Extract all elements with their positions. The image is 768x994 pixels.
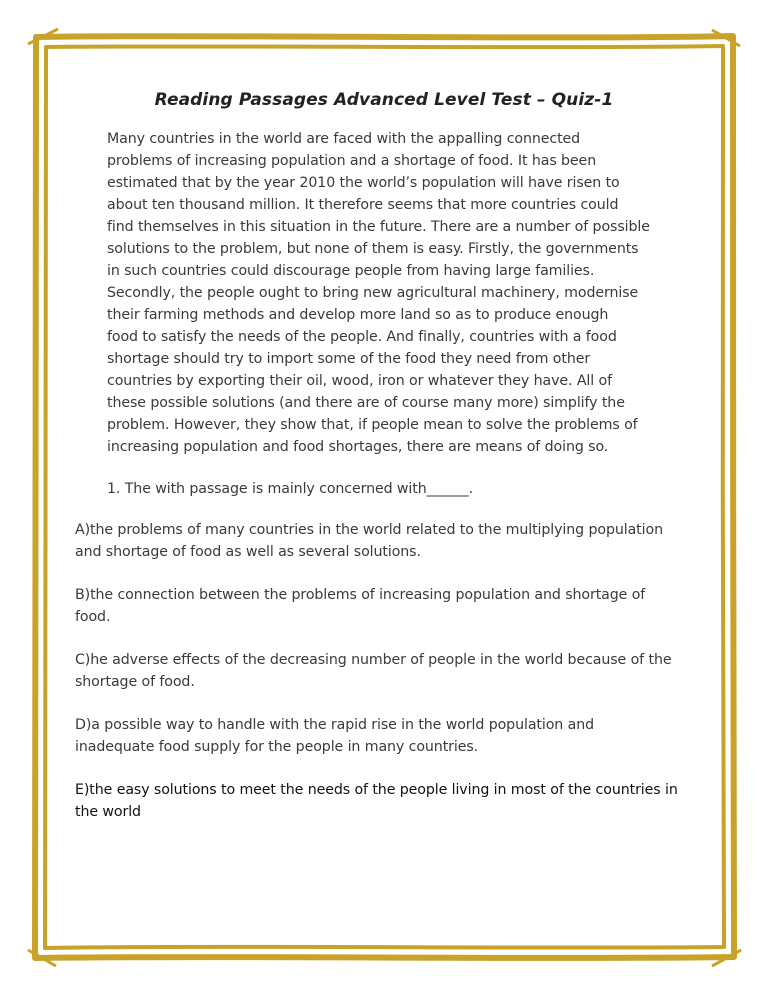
reading-passage [107,128,667,458]
passage-line: food to satisfy the needs of the people. And finally, countries with a food [107,329,617,345]
page-title: Reading Passages Advanced Level Test – Quiz-1 [154,90,614,110]
answer-option-e [75,779,678,823]
option-line: D)a possible way to handle with the rapid rise in the world population and [75,717,594,733]
option-line: and shortage of food as well as several solutions. [75,544,421,560]
answer-option-c [75,649,671,693]
option-line: B)the connection between the problems of increasing population and shortage of [75,587,646,603]
option-line: shortage of food. [75,674,195,690]
passage-line: Many countries in the world are faced with the appalling connected [107,131,581,147]
passage-line: Secondly, the people ought to bring new agricultural machinery, modernise [107,285,639,301]
passage-line: problems of increasing population and a shortage of food. It has been [107,153,597,169]
answer-option-b [75,584,645,628]
passage-line: problem. However, they show that, if people mean to solve the problems of [107,417,638,433]
option-line: A)the problems of many countries in the world related to the multiplying population [75,522,663,538]
option-line: food. [75,609,111,625]
passage-line: countries by exporting their oil, wood, iron or whatever they have. All of [107,373,612,389]
option-line: inadequate food supply for the people in many countries. [75,739,479,755]
question-1: 1. The with passage is mainly concerned with______. [107,481,474,497]
option-line: E)the easy solutions to meet the needs of the people living in most of the countries in [75,782,678,798]
option-line: C)he adverse effects of the decreasing number of people in the world because of the [75,652,672,668]
passage-line: estimated that by the year 2010 the world’s population will have risen to [107,175,620,191]
passage-line: solutions to the problem, but none of them is easy. Firstly, the governments [107,241,639,257]
passage-line: find themselves in this situation in the future. There are a number of possible [107,219,650,235]
passage-line: increasing population and food shortages, there are means of doing so. [107,439,609,455]
passage-line: these possible solutions (and there are of course many more) simplify the [107,395,625,411]
passage-line: about ten thousand million. It therefore seems that more countries could [107,197,619,213]
passage-line: their farming methods and develop more land so as to produce enough [107,307,609,323]
answer-option-d [75,714,594,758]
passage-line: in such countries could discourage people from having large families. [107,263,595,279]
answer-option-a [75,519,663,563]
option-line: the world [75,804,141,820]
passage-line: shortage should try to import some of the food they need from other [107,351,591,367]
